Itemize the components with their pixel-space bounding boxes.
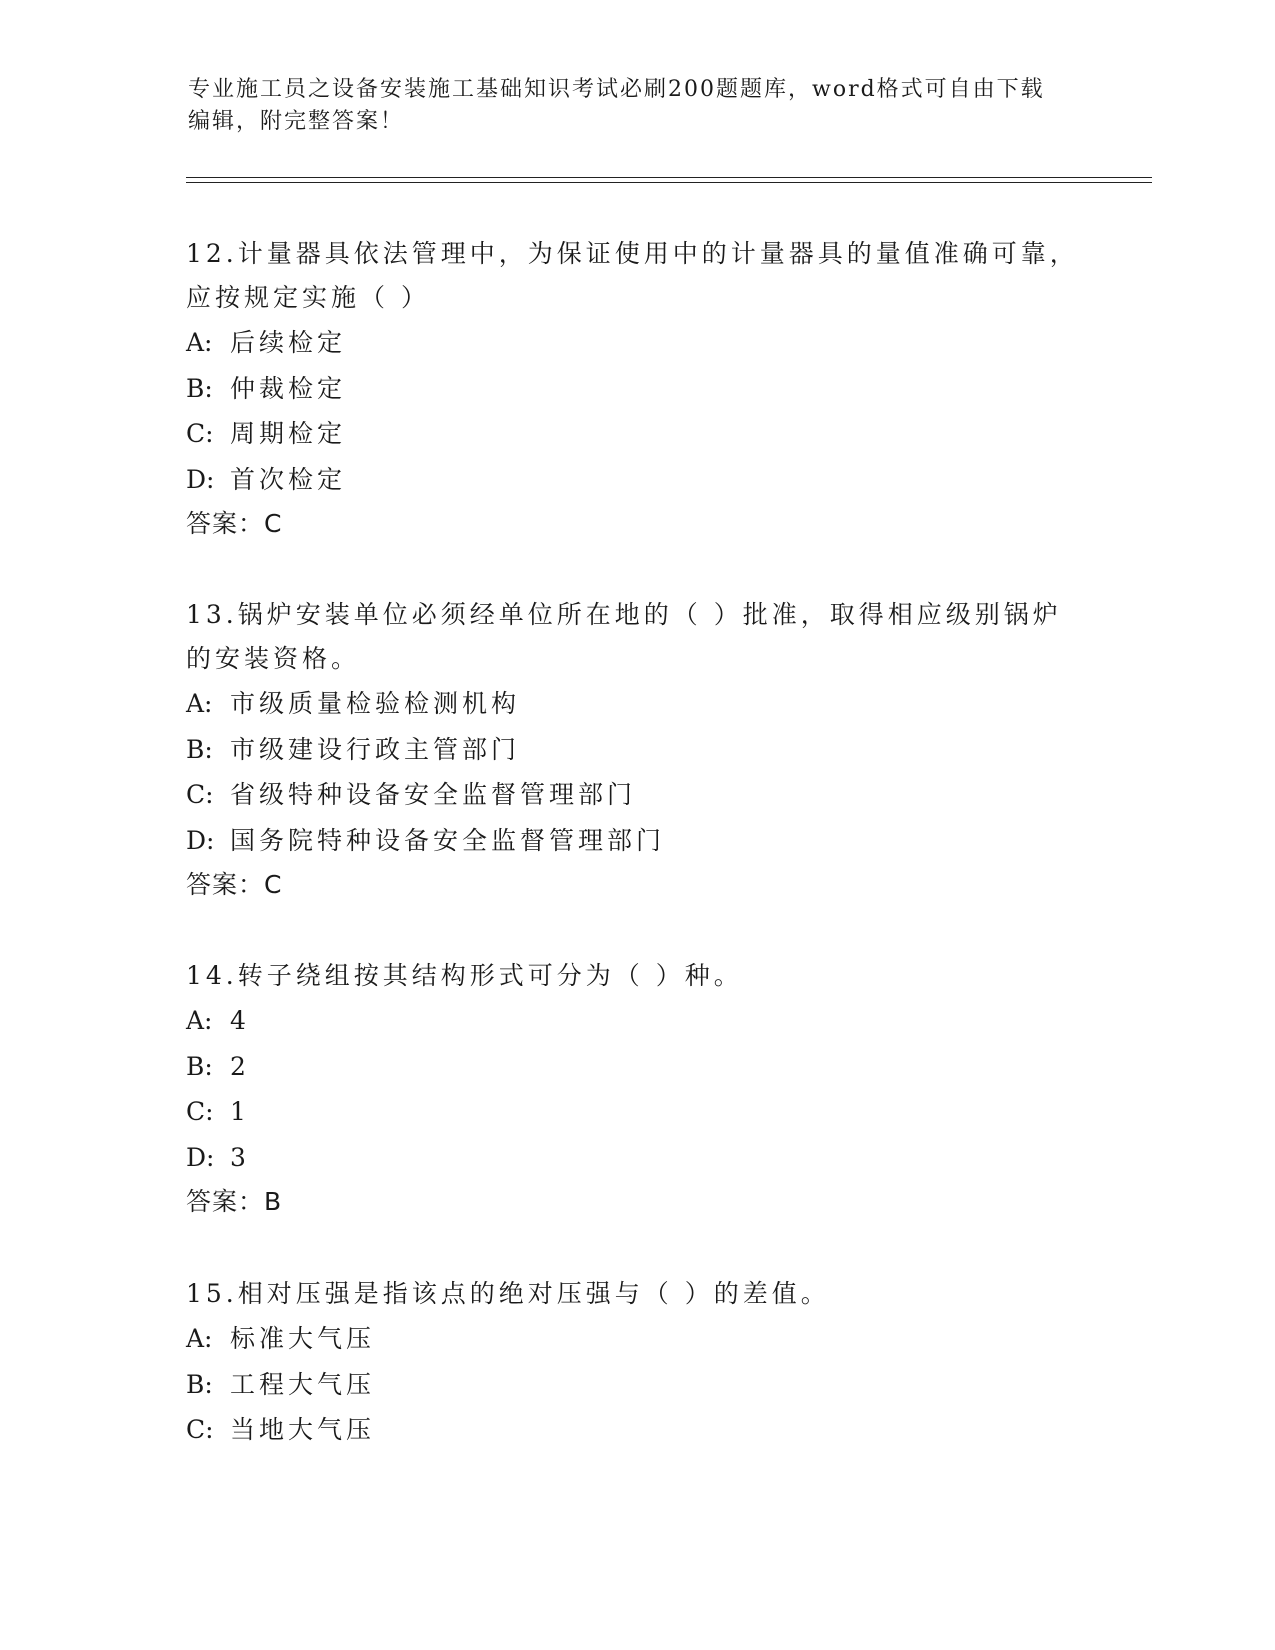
option-a <box>186 320 1086 366</box>
option-key: C: <box>186 419 214 448</box>
option-text: 工程大气压 <box>230 1369 376 1399</box>
answer-value: C <box>264 870 283 899</box>
option-key: B: <box>186 1051 213 1081</box>
question-stem: 12.计量器具依法管理中，为保证使用中的计量器具的量值准确可靠，应按规定实施（ ） <box>186 239 1079 312</box>
option-text: 当地大气压 <box>230 1415 376 1444</box>
header-divider-top <box>186 177 1152 178</box>
option-key: C: <box>186 1415 214 1444</box>
answer-line <box>186 1180 1086 1224</box>
option-a <box>186 681 1086 727</box>
question-13 <box>186 593 1086 907</box>
question-stem: 14.转子绕组按其结构形式可分为（ ）种。 <box>186 961 743 990</box>
question-stem: 15.相对压强是指该点的绝对压强与（ ）的差值。 <box>186 1279 830 1308</box>
question-stem: 13.锅炉安装单位必须经单位所在地的（ ）批准，取得相应级别锅炉的安装资格。 <box>186 600 1062 673</box>
option-text: 仲裁检定 <box>230 373 347 403</box>
option-text: 4 <box>230 1006 250 1035</box>
option-key: A: <box>186 1006 213 1035</box>
option-key: A: <box>186 328 213 357</box>
question-15 <box>186 1272 1086 1453</box>
option-text: 3 <box>230 1142 250 1172</box>
option-a <box>186 998 1086 1044</box>
question-12 <box>186 232 1086 546</box>
answer-label: 答案： <box>186 870 265 899</box>
answer-value: B <box>264 1187 283 1216</box>
answer-label: 答案： <box>186 1187 265 1216</box>
answer-value: C <box>264 509 283 538</box>
option-b <box>186 366 1086 412</box>
answer-line <box>186 502 1086 546</box>
option-d <box>186 818 1086 864</box>
option-key: A: <box>186 689 213 718</box>
document-header: 专业施工员之设备安装施工基础知识考试必刷200题题库，word格式可自由下载编辑，附完整答案！ <box>188 77 1045 134</box>
option-b <box>186 1044 1086 1090</box>
option-text: 1 <box>230 1097 250 1126</box>
option-d <box>186 457 1086 503</box>
option-c <box>186 1407 1086 1453</box>
option-text: 市级建设行政主管部门 <box>230 734 521 764</box>
option-key: D: <box>186 464 215 494</box>
header-divider-bottom <box>186 182 1152 183</box>
answer-line <box>186 863 1086 907</box>
option-key: D: <box>186 825 215 855</box>
option-text: 首次检定 <box>230 464 347 494</box>
option-b <box>186 727 1086 773</box>
option-b <box>186 1362 1086 1408</box>
option-c <box>186 772 1086 818</box>
option-key: B: <box>186 734 213 764</box>
option-text: 2 <box>230 1051 250 1081</box>
option-text: 省级特种设备安全监督管理部门 <box>230 780 637 809</box>
answer-label: 答案： <box>186 509 265 538</box>
option-key: C: <box>186 780 214 809</box>
option-a <box>186 1316 1086 1362</box>
question-14 <box>186 954 1086 1224</box>
option-key: D: <box>186 1142 215 1172</box>
option-key: A: <box>186 1324 213 1353</box>
option-key: B: <box>186 1369 213 1399</box>
option-key: B: <box>186 373 213 403</box>
option-d <box>186 1135 1086 1181</box>
option-c <box>186 1089 1086 1135</box>
option-key: C: <box>186 1097 214 1126</box>
option-c <box>186 411 1086 457</box>
option-text: 周期检定 <box>230 419 347 448</box>
option-text: 标准大气压 <box>230 1324 376 1353</box>
option-text: 市级质量检验检测机构 <box>230 689 521 718</box>
option-text: 后续检定 <box>230 328 347 357</box>
option-text: 国务院特种设备安全监督管理部门 <box>230 825 666 855</box>
